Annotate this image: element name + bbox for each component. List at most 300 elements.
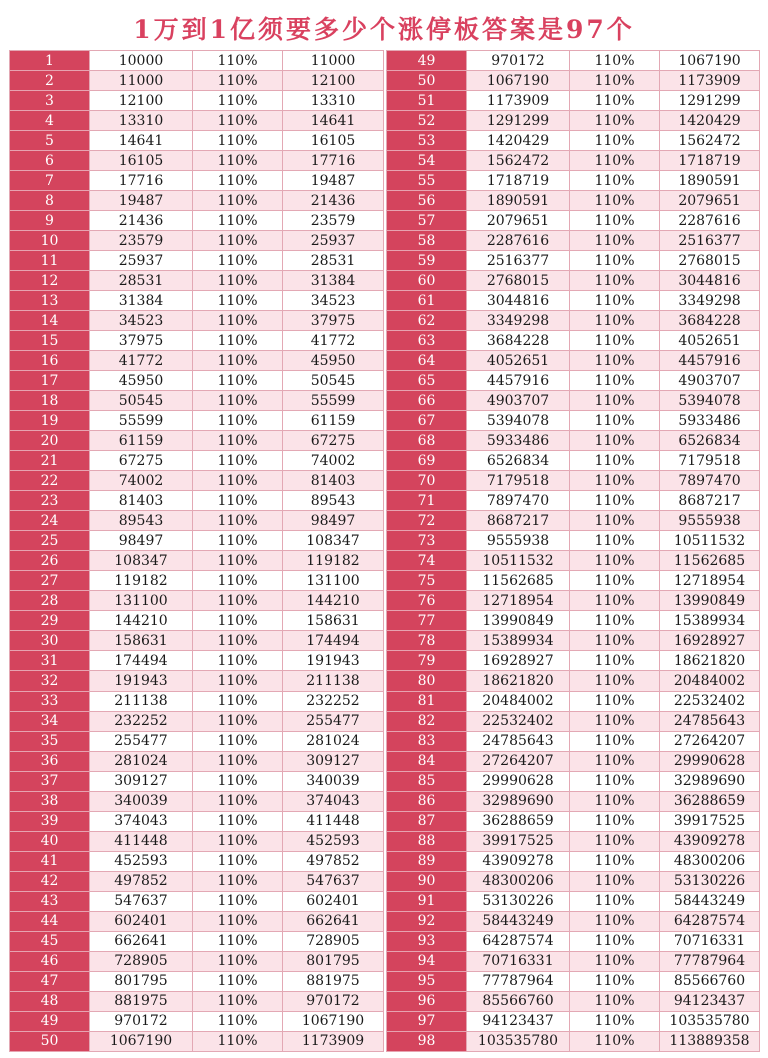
row-index-cell: 65 xyxy=(387,371,467,391)
rate-cell: 110% xyxy=(570,271,660,291)
row-index-cell: 55 xyxy=(387,171,467,191)
start-amount-cell: 29990628 xyxy=(467,772,570,792)
row-index-cell: 43 xyxy=(10,892,90,912)
table-row xyxy=(387,451,760,471)
rate-cell: 110% xyxy=(570,431,660,451)
rate-cell: 110% xyxy=(570,511,660,531)
row-index-cell: 85 xyxy=(387,772,467,792)
start-amount-cell: 10511532 xyxy=(467,551,570,571)
end-amount-cell: 11000 xyxy=(283,51,384,71)
row-index-cell: 67 xyxy=(387,411,467,431)
end-amount-cell: 25937 xyxy=(283,231,384,251)
row-index-cell: 89 xyxy=(387,852,467,872)
start-amount-cell: 232252 xyxy=(90,712,193,732)
rate-cell: 110% xyxy=(570,972,660,992)
table-row xyxy=(10,531,384,551)
row-index-cell: 34 xyxy=(10,712,90,732)
rate-cell: 110% xyxy=(570,471,660,491)
start-amount-cell: 4052651 xyxy=(467,351,570,371)
start-amount-cell: 50545 xyxy=(90,391,193,411)
end-amount-cell: 970172 xyxy=(283,992,384,1012)
rate-cell: 110% xyxy=(570,611,660,631)
end-amount-cell: 881975 xyxy=(283,972,384,992)
start-amount-cell: 309127 xyxy=(90,772,193,792)
table-row xyxy=(10,191,384,211)
end-amount-cell: 1291299 xyxy=(660,91,760,111)
rate-cell: 110% xyxy=(193,491,283,511)
end-amount-cell: 16928927 xyxy=(660,631,760,651)
start-amount-cell: 191943 xyxy=(90,671,193,691)
row-index-cell: 58 xyxy=(387,231,467,251)
end-amount-cell: 67275 xyxy=(283,431,384,451)
row-index-cell: 94 xyxy=(387,952,467,972)
table-row xyxy=(387,91,760,111)
end-amount-cell: 16105 xyxy=(283,131,384,151)
start-amount-cell: 13310 xyxy=(90,111,193,131)
start-amount-cell: 17716 xyxy=(90,171,193,191)
end-amount-cell: 34523 xyxy=(283,291,384,311)
table-row xyxy=(387,692,760,712)
rate-cell: 110% xyxy=(193,351,283,371)
start-amount-cell: 1067190 xyxy=(90,1032,193,1052)
end-amount-cell: 31384 xyxy=(283,271,384,291)
row-index-cell: 16 xyxy=(10,351,90,371)
end-amount-cell: 36288659 xyxy=(660,792,760,812)
start-amount-cell: 2768015 xyxy=(467,271,570,291)
end-amount-cell: 27264207 xyxy=(660,732,760,752)
rate-cell: 110% xyxy=(570,131,660,151)
row-index-cell: 54 xyxy=(387,151,467,171)
start-amount-cell: 411448 xyxy=(90,832,193,852)
end-amount-cell: 28531 xyxy=(283,251,384,271)
start-amount-cell: 13990849 xyxy=(467,611,570,631)
table-row xyxy=(387,892,760,912)
table-row xyxy=(10,812,384,832)
row-index-cell: 19 xyxy=(10,411,90,431)
table-row xyxy=(10,411,384,431)
start-amount-cell: 70716331 xyxy=(467,952,570,972)
row-index-cell: 96 xyxy=(387,992,467,1012)
table-row xyxy=(10,91,384,111)
start-amount-cell: 89543 xyxy=(90,511,193,531)
start-amount-cell: 970172 xyxy=(467,51,570,71)
start-amount-cell: 119182 xyxy=(90,571,193,591)
start-amount-cell: 131100 xyxy=(90,591,193,611)
table-row xyxy=(387,171,760,191)
end-amount-cell: 4457916 xyxy=(660,351,760,371)
table-row xyxy=(387,671,760,691)
start-amount-cell: 970172 xyxy=(90,1012,193,1032)
rate-cell: 110% xyxy=(570,391,660,411)
table-row xyxy=(387,611,760,631)
rate-cell: 110% xyxy=(570,311,660,331)
table-row xyxy=(387,812,760,832)
table-row xyxy=(387,491,760,511)
rate-cell: 110% xyxy=(193,752,283,772)
table-row xyxy=(10,171,384,191)
rate-cell: 110% xyxy=(193,371,283,391)
end-amount-cell: 255477 xyxy=(283,712,384,732)
table-row xyxy=(10,972,384,992)
rate-cell: 110% xyxy=(570,531,660,551)
row-index-cell: 13 xyxy=(10,291,90,311)
row-index-cell: 51 xyxy=(387,91,467,111)
table-row xyxy=(10,712,384,732)
end-amount-cell: 19487 xyxy=(283,171,384,191)
table-row xyxy=(387,411,760,431)
start-amount-cell: 1718719 xyxy=(467,171,570,191)
table-row xyxy=(387,1032,760,1052)
end-amount-cell: 4052651 xyxy=(660,331,760,351)
rate-cell: 110% xyxy=(193,1012,283,1032)
table-row xyxy=(387,511,760,531)
rate-cell: 110% xyxy=(193,71,283,91)
row-index-cell: 53 xyxy=(387,131,467,151)
end-amount-cell: 131100 xyxy=(283,571,384,591)
start-amount-cell: 23579 xyxy=(90,231,193,251)
start-amount-cell: 43909278 xyxy=(467,852,570,872)
start-amount-cell: 801795 xyxy=(90,972,193,992)
rate-cell: 110% xyxy=(570,51,660,71)
start-amount-cell: 108347 xyxy=(90,551,193,571)
rate-cell: 110% xyxy=(193,1032,283,1052)
end-amount-cell: 61159 xyxy=(283,411,384,431)
rate-cell: 110% xyxy=(570,451,660,471)
row-index-cell: 80 xyxy=(387,671,467,691)
rate-cell: 110% xyxy=(193,91,283,111)
table-row xyxy=(387,391,760,411)
row-index-cell: 76 xyxy=(387,591,467,611)
row-index-cell: 32 xyxy=(10,671,90,691)
start-amount-cell: 25937 xyxy=(90,251,193,271)
row-index-cell: 22 xyxy=(10,471,90,491)
end-amount-cell: 70716331 xyxy=(660,932,760,952)
table-row xyxy=(387,291,760,311)
rate-cell: 110% xyxy=(193,151,283,171)
table-row xyxy=(10,551,384,571)
table-row xyxy=(10,271,384,291)
table-row xyxy=(387,331,760,351)
table-row xyxy=(387,631,760,651)
table-row xyxy=(387,772,760,792)
start-amount-cell: 31384 xyxy=(90,291,193,311)
rate-cell: 110% xyxy=(193,571,283,591)
row-index-cell: 20 xyxy=(10,431,90,451)
start-amount-cell: 18621820 xyxy=(467,671,570,691)
table-row xyxy=(10,1032,384,1052)
row-index-cell: 29 xyxy=(10,611,90,631)
table-row xyxy=(10,852,384,872)
end-amount-cell: 85566760 xyxy=(660,972,760,992)
row-index-cell: 60 xyxy=(387,271,467,291)
start-amount-cell: 22532402 xyxy=(467,712,570,732)
rate-cell: 110% xyxy=(570,251,660,271)
table-row xyxy=(10,1012,384,1032)
rate-cell: 110% xyxy=(193,631,283,651)
row-index-cell: 49 xyxy=(387,51,467,71)
row-index-cell: 31 xyxy=(10,651,90,671)
table-row xyxy=(387,972,760,992)
table-row xyxy=(387,651,760,671)
row-index-cell: 28 xyxy=(10,591,90,611)
start-amount-cell: 53130226 xyxy=(467,892,570,912)
end-amount-cell: 81403 xyxy=(283,471,384,491)
rate-cell: 110% xyxy=(193,792,283,812)
table-row xyxy=(10,591,384,611)
table-row xyxy=(10,211,384,231)
row-index-cell: 63 xyxy=(387,331,467,351)
table-row xyxy=(10,732,384,752)
rate-cell: 110% xyxy=(193,932,283,952)
end-amount-cell: 232252 xyxy=(283,692,384,712)
table-row xyxy=(10,792,384,812)
start-amount-cell: 10000 xyxy=(90,51,193,71)
end-amount-cell: 5933486 xyxy=(660,411,760,431)
start-amount-cell: 94123437 xyxy=(467,1012,570,1032)
start-amount-cell: 1067190 xyxy=(467,71,570,91)
table-row xyxy=(387,311,760,331)
end-amount-cell: 4903707 xyxy=(660,371,760,391)
row-index-cell: 18 xyxy=(10,391,90,411)
row-index-cell: 10 xyxy=(10,231,90,251)
row-index-cell: 26 xyxy=(10,551,90,571)
end-amount-cell: 77787964 xyxy=(660,952,760,972)
start-amount-cell: 81403 xyxy=(90,491,193,511)
table-row xyxy=(387,792,760,812)
end-amount-cell: 113889358 xyxy=(660,1032,760,1052)
table-row xyxy=(10,151,384,171)
row-index-cell: 3 xyxy=(10,91,90,111)
row-index-cell: 15 xyxy=(10,331,90,351)
start-amount-cell: 2287616 xyxy=(467,231,570,251)
start-amount-cell: 98497 xyxy=(90,531,193,551)
end-amount-cell: 191943 xyxy=(283,651,384,671)
row-index-cell: 79 xyxy=(387,651,467,671)
rate-cell: 110% xyxy=(193,471,283,491)
start-amount-cell: 211138 xyxy=(90,692,193,712)
rate-cell: 110% xyxy=(193,892,283,912)
table-row xyxy=(387,351,760,371)
start-amount-cell: 340039 xyxy=(90,792,193,812)
rate-cell: 110% xyxy=(570,171,660,191)
start-amount-cell: 5933486 xyxy=(467,431,570,451)
start-amount-cell: 41772 xyxy=(90,351,193,371)
end-amount-cell: 2079651 xyxy=(660,191,760,211)
row-index-cell: 12 xyxy=(10,271,90,291)
start-amount-cell: 32989690 xyxy=(467,792,570,812)
rate-cell: 110% xyxy=(570,832,660,852)
rate-cell: 110% xyxy=(570,111,660,131)
row-index-cell: 49 xyxy=(10,1012,90,1032)
end-amount-cell: 15389934 xyxy=(660,611,760,631)
row-index-cell: 8 xyxy=(10,191,90,211)
rate-cell: 110% xyxy=(570,331,660,351)
end-amount-cell: 74002 xyxy=(283,451,384,471)
table-row xyxy=(10,892,384,912)
rate-cell: 110% xyxy=(193,411,283,431)
row-index-cell: 84 xyxy=(387,752,467,772)
rate-cell: 110% xyxy=(570,692,660,712)
rate-cell: 110% xyxy=(570,351,660,371)
start-amount-cell: 1890591 xyxy=(467,191,570,211)
start-amount-cell: 662641 xyxy=(90,932,193,952)
end-amount-cell: 6526834 xyxy=(660,431,760,451)
end-amount-cell: 1890591 xyxy=(660,171,760,191)
table-row xyxy=(387,71,760,91)
table-row xyxy=(10,291,384,311)
title-bar xyxy=(9,6,759,50)
table-row xyxy=(10,772,384,792)
row-index-cell: 64 xyxy=(387,351,467,371)
rate-cell: 110% xyxy=(570,291,660,311)
start-amount-cell: 55599 xyxy=(90,411,193,431)
start-amount-cell: 1173909 xyxy=(467,91,570,111)
row-index-cell: 27 xyxy=(10,571,90,591)
end-amount-cell: 2768015 xyxy=(660,251,760,271)
row-index-cell: 17 xyxy=(10,371,90,391)
start-amount-cell: 67275 xyxy=(90,451,193,471)
start-amount-cell: 11562685 xyxy=(467,571,570,591)
end-amount-cell: 12100 xyxy=(283,71,384,91)
rate-cell: 110% xyxy=(570,491,660,511)
start-amount-cell: 1562472 xyxy=(467,151,570,171)
start-amount-cell: 6526834 xyxy=(467,451,570,471)
start-amount-cell: 74002 xyxy=(90,471,193,491)
start-amount-cell: 12718954 xyxy=(467,591,570,611)
rate-cell: 110% xyxy=(193,732,283,752)
start-amount-cell: 28531 xyxy=(90,271,193,291)
end-amount-cell: 10511532 xyxy=(660,531,760,551)
rate-cell: 110% xyxy=(570,71,660,91)
end-amount-cell: 32989690 xyxy=(660,772,760,792)
row-index-cell: 33 xyxy=(10,692,90,712)
end-amount-cell: 7897470 xyxy=(660,471,760,491)
table-row xyxy=(387,571,760,591)
row-index-cell: 75 xyxy=(387,571,467,591)
table-row xyxy=(10,651,384,671)
start-amount-cell: 12100 xyxy=(90,91,193,111)
row-index-cell: 9 xyxy=(10,211,90,231)
start-amount-cell: 64287574 xyxy=(467,932,570,952)
table-row xyxy=(10,631,384,651)
end-amount-cell: 374043 xyxy=(283,792,384,812)
start-amount-cell: 21436 xyxy=(90,211,193,231)
rate-cell: 110% xyxy=(570,671,660,691)
rate-cell: 110% xyxy=(193,111,283,131)
table-row xyxy=(387,852,760,872)
row-index-cell: 98 xyxy=(387,1032,467,1052)
rate-cell: 110% xyxy=(570,551,660,571)
rate-cell: 110% xyxy=(570,792,660,812)
table-row xyxy=(387,912,760,932)
end-amount-cell: 1173909 xyxy=(660,71,760,91)
end-amount-cell: 3044816 xyxy=(660,271,760,291)
start-amount-cell: 61159 xyxy=(90,431,193,451)
rate-cell: 110% xyxy=(570,812,660,832)
row-index-cell: 4 xyxy=(10,111,90,131)
end-amount-cell: 1718719 xyxy=(660,151,760,171)
table-row xyxy=(387,832,760,852)
start-amount-cell: 4457916 xyxy=(467,371,570,391)
start-amount-cell: 158631 xyxy=(90,631,193,651)
end-amount-cell: 45950 xyxy=(283,351,384,371)
end-amount-cell: 9555938 xyxy=(660,511,760,531)
end-amount-cell: 64287574 xyxy=(660,912,760,932)
row-index-cell: 47 xyxy=(10,972,90,992)
page-title: 1万到1亿须要多少个涨停板答案是97个 xyxy=(133,15,635,44)
end-amount-cell: 14641 xyxy=(283,111,384,131)
table-row xyxy=(10,952,384,972)
row-index-cell: 74 xyxy=(387,551,467,571)
rate-cell: 110% xyxy=(570,932,660,952)
row-index-cell: 56 xyxy=(387,191,467,211)
rate-cell: 110% xyxy=(193,451,283,471)
row-index-cell: 68 xyxy=(387,431,467,451)
rate-cell: 110% xyxy=(193,591,283,611)
end-amount-cell: 411448 xyxy=(283,812,384,832)
row-index-cell: 2 xyxy=(10,71,90,91)
end-amount-cell: 58443249 xyxy=(660,892,760,912)
end-amount-cell: 3349298 xyxy=(660,291,760,311)
row-index-cell: 57 xyxy=(387,211,467,231)
start-amount-cell: 36288659 xyxy=(467,812,570,832)
end-amount-cell: 20484002 xyxy=(660,671,760,691)
rate-cell: 110% xyxy=(193,992,283,1012)
start-amount-cell: 77787964 xyxy=(467,972,570,992)
rate-cell: 110% xyxy=(570,992,660,1012)
row-index-cell: 36 xyxy=(10,752,90,772)
rate-cell: 110% xyxy=(570,371,660,391)
row-index-cell: 90 xyxy=(387,872,467,892)
end-amount-cell: 7179518 xyxy=(660,451,760,471)
end-amount-cell: 1173909 xyxy=(283,1032,384,1052)
row-index-cell: 88 xyxy=(387,832,467,852)
end-amount-cell: 22532402 xyxy=(660,692,760,712)
table-row xyxy=(10,311,384,331)
table-row xyxy=(10,251,384,271)
row-index-cell: 92 xyxy=(387,912,467,932)
table-row xyxy=(10,71,384,91)
rate-cell: 110% xyxy=(570,191,660,211)
end-amount-cell: 13990849 xyxy=(660,591,760,611)
rate-cell: 110% xyxy=(193,692,283,712)
rate-cell: 110% xyxy=(570,872,660,892)
end-amount-cell: 547637 xyxy=(283,872,384,892)
start-amount-cell: 37975 xyxy=(90,331,193,351)
rate-cell: 110% xyxy=(193,211,283,231)
rate-cell: 110% xyxy=(193,551,283,571)
end-amount-cell: 89543 xyxy=(283,491,384,511)
end-amount-cell: 801795 xyxy=(283,952,384,972)
row-index-cell: 6 xyxy=(10,151,90,171)
start-amount-cell: 11000 xyxy=(90,71,193,91)
end-amount-cell: 2516377 xyxy=(660,231,760,251)
table-row xyxy=(10,51,384,71)
rate-cell: 110% xyxy=(193,271,283,291)
rate-cell: 110% xyxy=(193,812,283,832)
table-row xyxy=(10,912,384,932)
table-row xyxy=(10,451,384,471)
table-right xyxy=(386,50,760,1052)
row-index-cell: 62 xyxy=(387,311,467,331)
end-amount-cell: 1562472 xyxy=(660,131,760,151)
end-amount-cell: 5394078 xyxy=(660,391,760,411)
table-row xyxy=(387,371,760,391)
row-index-cell: 24 xyxy=(10,511,90,531)
end-amount-cell: 50545 xyxy=(283,371,384,391)
rate-cell: 110% xyxy=(193,712,283,732)
rate-cell: 110% xyxy=(193,391,283,411)
